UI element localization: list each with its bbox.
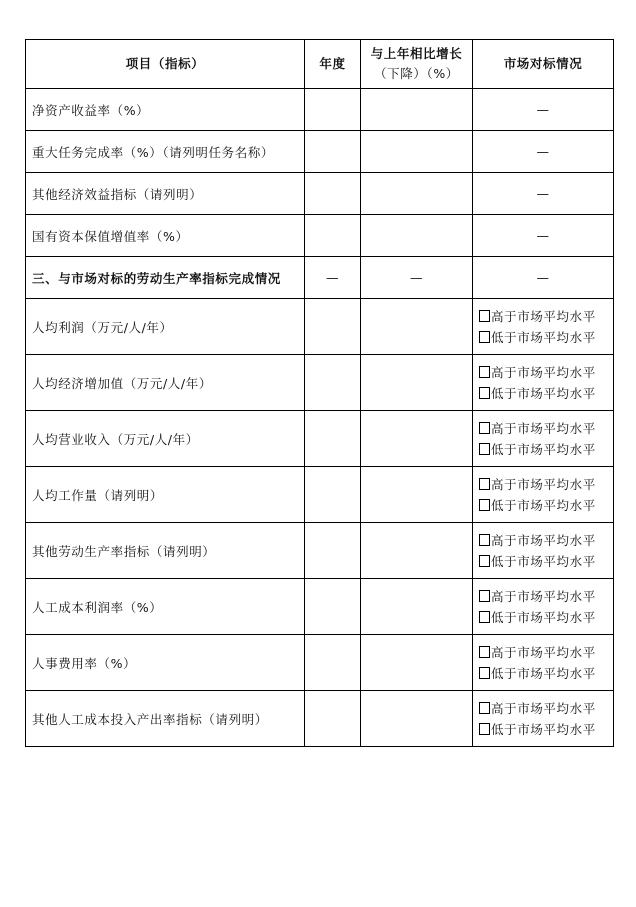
table-row xyxy=(26,411,614,467)
header-change-line2: （下降）（%） xyxy=(374,66,459,81)
checkbox-icon[interactable] xyxy=(479,611,490,623)
change-input-cell[interactable] xyxy=(361,579,473,635)
option-high-label: 高于市场平均水平 xyxy=(491,700,596,716)
option-low-label: 低于市场平均水平 xyxy=(491,553,596,569)
table-row xyxy=(26,523,614,579)
benchmark-dash: — xyxy=(473,215,614,257)
row-label: 人事费用率（%） xyxy=(26,635,305,691)
row-label: 人均经济增加值（万元/人/年） xyxy=(26,355,305,411)
year-input-cell[interactable] xyxy=(305,635,361,691)
table-row xyxy=(26,299,614,355)
benchmark-options xyxy=(473,411,614,467)
table-row xyxy=(26,215,614,257)
row-label: 国有资本保值增值率（%） xyxy=(26,215,305,257)
year-input-cell[interactable] xyxy=(305,467,361,523)
checkbox-icon[interactable] xyxy=(479,331,490,343)
option-low[interactable] xyxy=(473,663,613,684)
option-high[interactable] xyxy=(473,698,613,719)
row-label: 重大任务完成率（%）（请列明任务名称） xyxy=(26,131,305,173)
benchmark-dash: — xyxy=(473,257,614,299)
option-low-label: 低于市场平均水平 xyxy=(491,329,596,345)
header-benchmark: 市场对标情况 xyxy=(473,40,614,89)
checkbox-icon[interactable] xyxy=(479,478,490,490)
option-high-label: 高于市场平均水平 xyxy=(491,476,596,492)
year-input-cell[interactable] xyxy=(305,523,361,579)
option-high-label: 高于市场平均水平 xyxy=(491,588,596,604)
table-row xyxy=(26,467,614,523)
header-change xyxy=(361,40,473,89)
year-input-cell[interactable] xyxy=(305,131,361,173)
checkbox-icon[interactable] xyxy=(479,590,490,602)
table-row xyxy=(26,579,614,635)
checkbox-icon[interactable] xyxy=(479,555,490,567)
option-high[interactable] xyxy=(473,306,613,327)
table-row xyxy=(26,173,614,215)
option-low-label: 低于市场平均水平 xyxy=(491,721,596,737)
option-high-label: 高于市场平均水平 xyxy=(491,644,596,660)
option-low[interactable] xyxy=(473,383,613,404)
option-high-label: 高于市场平均水平 xyxy=(491,364,596,380)
option-low[interactable] xyxy=(473,719,613,740)
year-dash: — xyxy=(305,257,361,299)
year-input-cell[interactable] xyxy=(305,691,361,747)
row-label: 人均工作量（请列明） xyxy=(26,467,305,523)
table-row xyxy=(26,691,614,747)
option-high[interactable] xyxy=(473,418,613,439)
benchmark-options xyxy=(473,299,614,355)
change-input-cell[interactable] xyxy=(361,89,473,131)
header-year: 年度 xyxy=(305,40,361,89)
checkbox-icon[interactable] xyxy=(479,366,490,378)
option-low-label: 低于市场平均水平 xyxy=(491,385,596,401)
option-high[interactable] xyxy=(473,642,613,663)
option-low-label: 低于市场平均水平 xyxy=(491,665,596,681)
change-input-cell[interactable] xyxy=(361,173,473,215)
year-input-cell[interactable] xyxy=(305,299,361,355)
change-input-cell[interactable] xyxy=(361,215,473,257)
option-low[interactable] xyxy=(473,607,613,628)
table-row xyxy=(26,131,614,173)
option-low-label: 低于市场平均水平 xyxy=(491,441,596,457)
change-input-cell[interactable] xyxy=(361,523,473,579)
change-input-cell[interactable] xyxy=(361,691,473,747)
header-row xyxy=(26,40,614,89)
option-low-label: 低于市场平均水平 xyxy=(491,609,596,625)
benchmark-options xyxy=(473,355,614,411)
checkbox-icon[interactable] xyxy=(479,702,490,714)
benchmark-options xyxy=(473,635,614,691)
option-high[interactable] xyxy=(473,586,613,607)
change-input-cell[interactable] xyxy=(361,467,473,523)
year-input-cell[interactable] xyxy=(305,411,361,467)
option-high[interactable] xyxy=(473,362,613,383)
row-label: 其他人工成本投入产出率指标（请列明） xyxy=(26,691,305,747)
row-label: 其他经济效益指标（请列明） xyxy=(26,173,305,215)
option-low[interactable] xyxy=(473,495,613,516)
benchmark-dash: — xyxy=(473,131,614,173)
option-low[interactable] xyxy=(473,551,613,572)
checkbox-icon[interactable] xyxy=(479,723,490,735)
indicator-table xyxy=(25,39,614,747)
section-row xyxy=(26,257,614,299)
change-input-cell[interactable] xyxy=(361,411,473,467)
benchmark-options xyxy=(473,691,614,747)
row-label: 其他劳动生产率指标（请列明） xyxy=(26,523,305,579)
checkbox-icon[interactable] xyxy=(479,667,490,679)
section-title: 三、与市场对标的劳动生产率指标完成情况 xyxy=(26,257,305,299)
benchmark-dash: — xyxy=(473,89,614,131)
change-input-cell[interactable] xyxy=(361,635,473,691)
checkbox-icon[interactable] xyxy=(479,499,490,511)
year-input-cell[interactable] xyxy=(305,173,361,215)
table-row xyxy=(26,89,614,131)
option-low[interactable] xyxy=(473,439,613,460)
option-low[interactable] xyxy=(473,327,613,348)
year-input-cell[interactable] xyxy=(305,579,361,635)
option-low-label: 低于市场平均水平 xyxy=(491,497,596,513)
benchmark-options xyxy=(473,579,614,635)
checkbox-icon[interactable] xyxy=(479,310,490,322)
row-label: 净资产收益率（%） xyxy=(26,89,305,131)
benchmark-options xyxy=(473,523,614,579)
table-row xyxy=(26,635,614,691)
option-high[interactable] xyxy=(473,530,613,551)
benchmark-dash: — xyxy=(473,173,614,215)
header-change-line1: 与上年相比增长 xyxy=(370,46,463,61)
checkbox-icon[interactable] xyxy=(479,534,490,546)
year-input-cell[interactable] xyxy=(305,215,361,257)
option-high-label: 高于市场平均水平 xyxy=(491,532,596,548)
header-item: 项目（指标） xyxy=(26,40,305,89)
change-input-cell[interactable] xyxy=(361,131,473,173)
table-row xyxy=(26,355,614,411)
checkbox-icon[interactable] xyxy=(479,646,490,658)
option-high-label: 高于市场平均水平 xyxy=(491,420,596,436)
checkbox-icon[interactable] xyxy=(479,422,490,434)
year-input-cell[interactable] xyxy=(305,355,361,411)
row-label: 人均营业收入（万元/人/年） xyxy=(26,411,305,467)
change-input-cell[interactable] xyxy=(361,355,473,411)
row-label: 人均利润（万元/人/年） xyxy=(26,299,305,355)
year-input-cell[interactable] xyxy=(305,89,361,131)
row-label: 人工成本利润率（%） xyxy=(26,579,305,635)
change-input-cell[interactable] xyxy=(361,299,473,355)
option-high-label: 高于市场平均水平 xyxy=(491,308,596,324)
checkbox-icon[interactable] xyxy=(479,387,490,399)
option-high[interactable] xyxy=(473,474,613,495)
benchmark-options xyxy=(473,467,614,523)
checkbox-icon[interactable] xyxy=(479,443,490,455)
change-dash: — xyxy=(361,257,473,299)
